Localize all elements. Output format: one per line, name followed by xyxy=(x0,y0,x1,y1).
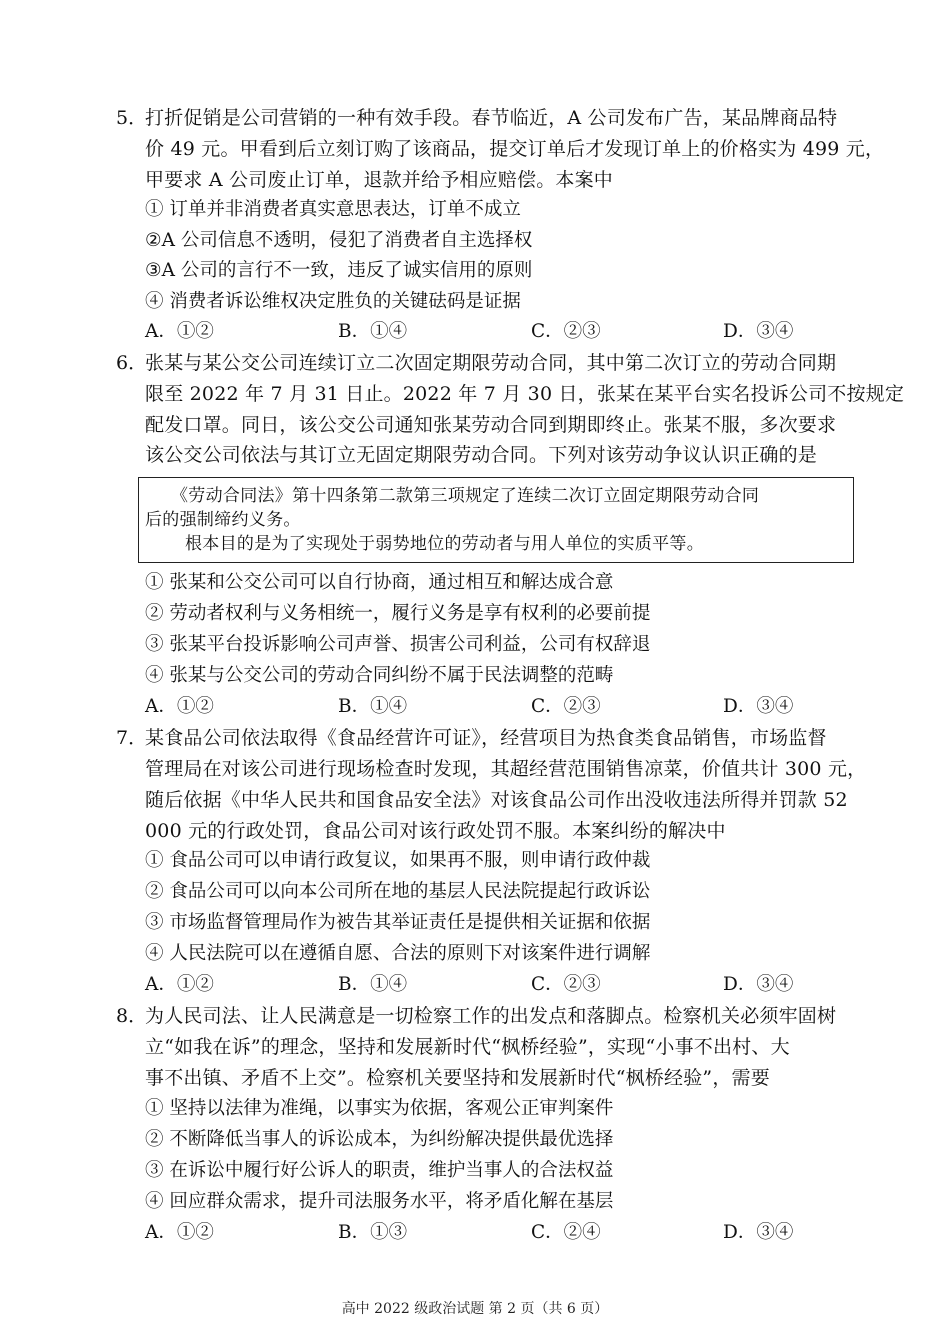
question-number: 7． xyxy=(116,727,148,749)
question-stem-line: 立“如我在诉”的理念，坚持和发展新时代“枫桥经验”，实现“小事不出村、大 xyxy=(145,1036,790,1058)
quote-line: 《劳动合同法》第十四条第二款第三项规定了连续二次订立固定期限劳动合同 xyxy=(171,486,760,506)
statement-option: ④ 人民法院可以在遵循自愿、合法的原则下对该案件进行调解 xyxy=(145,943,651,964)
choice-c: C．②④ xyxy=(531,1222,601,1243)
quote-box xyxy=(138,477,854,563)
statement-option: ③ 在诉讼中履行好公诉人的职责，维护当事人的合法权益 xyxy=(145,1160,614,1181)
choice-b: B．①③ xyxy=(338,1222,408,1243)
page-footer: 高中 2022 级政治试题 第 2 页（共 6 页） xyxy=(341,1301,609,1317)
quote-line: 根本目的是为了实现处于弱势地位的劳动者与用人单位的实质平等。 xyxy=(185,534,704,554)
choice-d: D．③④ xyxy=(723,1222,794,1243)
quote-line: 后的强制缔约义务。 xyxy=(145,510,301,530)
question-stem-line: 管理局在对该公司进行现场检查时发现，其超经营范围销售凉菜，价值共计 300 元， xyxy=(145,758,867,780)
statement-option: ③A 公司的言行不一致，违反了诚实信用的原则 xyxy=(145,260,533,281)
question-stem-line: 为人民司法、让人民满意是一切检察工作的出发点和落脚点。检察机关必须牢固树 xyxy=(145,1005,837,1027)
answer-choices xyxy=(145,973,850,997)
question-stem-line: 配发口罩。同日，该公交公司通知张某劳动合同到期即终止。张某不服，多次要求 xyxy=(145,414,837,436)
statement-option: ② 劳动者权利与义务相统一，履行义务是享有权利的必要前提 xyxy=(145,603,651,624)
answer-choices xyxy=(145,320,850,344)
choice-d: D．③④ xyxy=(723,321,794,342)
question-number: 5． xyxy=(116,107,148,129)
statement-option: ② 食品公司可以向本公司所在地的基层人民法院提起行政诉讼 xyxy=(145,881,651,902)
answer-choices xyxy=(145,1221,850,1245)
statement-option: ① 订单并非消费者真实意思表达，订单不成立 xyxy=(145,199,521,220)
statement-option: ②A 公司信息不透明，侵犯了消费者自主选择权 xyxy=(145,230,533,251)
statement-option: ③ 市场监督管理局作为被告其举证责任是提供相关证据和依据 xyxy=(145,912,651,933)
question-number: 8． xyxy=(116,1005,148,1027)
choice-a: A．①② xyxy=(145,321,214,342)
statement-option: ② 不断降低当事人的诉讼成本，为纠纷解决提供最优选择 xyxy=(145,1129,614,1150)
question-stem-line: 限至 2022 年 7 月 31 日止。2022 年 7 月 30 日，张某在某平台实名投诉公司不按规定 xyxy=(145,383,905,405)
choice-a: A．①② xyxy=(145,1222,214,1243)
choice-d: D．③④ xyxy=(723,974,794,995)
choice-a: A．①② xyxy=(145,696,214,717)
question-number: 6． xyxy=(116,352,148,374)
statement-option: ④ 回应群众需求，提升司法服务水平，将矛盾化解在基层 xyxy=(145,1191,614,1212)
answer-choices xyxy=(145,695,850,719)
question-stem-line: 打折促销是公司营销的一种有效手段。春节临近，A 公司发布广告，某品牌商品特 xyxy=(145,107,838,129)
question-stem-line: 000 元的行政处罚，食品公司对该行政处罚不服。本案纠纷的解决中 xyxy=(145,820,726,842)
question-stem-line: 随后依据《中华人民共和国食品安全法》对该食品公司作出没收违法所得并罚款 52 xyxy=(145,789,848,811)
statement-option: ④ 消费者诉讼维权决定胜负的关键砝码是证据 xyxy=(145,291,521,312)
choice-c: C．②③ xyxy=(531,974,601,995)
statement-option: ① 张某和公交公司可以自行协商，通过相互和解达成合意 xyxy=(145,572,614,593)
question-stem-line: 事不出镇、矛盾不上交”。检察机关要坚持和发展新时代“枫桥经验”，需要 xyxy=(145,1067,770,1089)
choice-a: A．①② xyxy=(145,974,214,995)
choice-d: D．③④ xyxy=(723,696,794,717)
statement-option: ① 坚持以法律为准绳，以事实为依据，客观公正审判案件 xyxy=(145,1098,614,1119)
question-stem-line: 甲要求 A 公司废止订单，退款并给予相应赔偿。本案中 xyxy=(145,169,614,191)
question-stem-line: 某食品公司依法取得《食品经营许可证》，经营项目为热食类食品销售，市场监督 xyxy=(145,727,827,749)
statement-option: ① 食品公司可以申请行政复议，如果再不服，则申请行政仲裁 xyxy=(145,850,651,871)
choice-b: B．①④ xyxy=(338,696,408,717)
question-stem-line: 价 49 元。甲看到后立刻订购了该商品，提交订单后才发现订单上的价格实为 499 元， xyxy=(145,138,885,160)
question-stem-line: 该公交公司依法与其订立无固定期限劳动合同。下列对该劳动争议认识正确的是 xyxy=(145,444,818,466)
choice-b: B．①④ xyxy=(338,321,408,342)
choice-c: C．②③ xyxy=(531,696,601,717)
choice-c: C．②③ xyxy=(531,321,601,342)
choice-b: B．①④ xyxy=(338,974,408,995)
statement-option: ④ 张某与公交公司的劳动合同纠纷不属于民法调整的范畴 xyxy=(145,665,614,686)
statement-option: ③ 张某平台投诉影响公司声誉、损害公司利益，公司有权辞退 xyxy=(145,634,651,655)
question-stem-line: 张某与某公交公司连续订立二次固定期限劳动合同，其中第二次订立的劳动合同期 xyxy=(145,352,837,374)
